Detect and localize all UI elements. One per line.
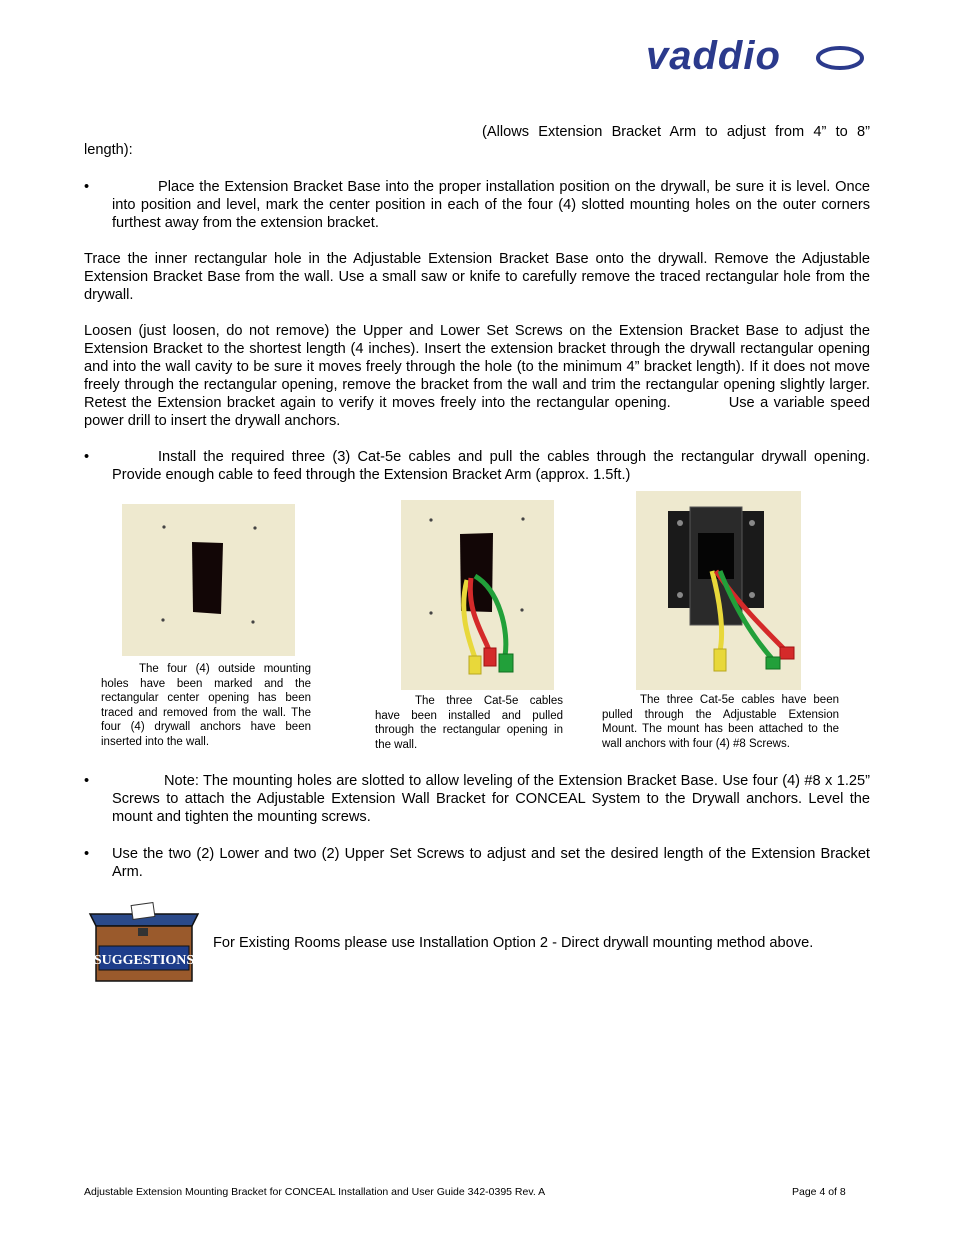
- bullet-text: Use the two (2) Lower and two (2) Upper Set Screws to adjust and set the desired length of the Extension Bracket Arm.: [112, 846, 870, 880]
- bullet-set-screws: [84, 845, 870, 881]
- figure-caption-2: The three Cat-5e cables have been installed and pulled through the rectangular opening in the wall.: [375, 695, 563, 751]
- suggestion-box-icon: [86, 902, 202, 984]
- bullet-dot: •: [84, 846, 90, 862]
- figure-cables-installed-photo: [401, 500, 554, 690]
- footer-doc-title: Adjustable Extension Mounting Bracket for CONCEAL Installation and User Guide 342-0395 Rev. A: [84, 1186, 546, 1198]
- bullet-install-cables: [84, 448, 870, 484]
- paragraph-loosen: Loosen (just loosen, do not remove) the Upper and Lower Set Screws on the Extension Bracket Base to adjust the Extension Bracket to the shortest length (4 inches). Insert the extension bracket through the drywall rectangular opening and into the wall cavity to be sure it moves freely through the hole (to the minimum 4” bracket length). If it does not move freely through the rectangular opening, remove the bracket from the wall and trim the rectangular opening slightly larger. Retest the Extension bracket again to verify it moves freely into the rectangular opening. Use a variable speed power drill to insert the drywall anchors.: [84, 323, 870, 429]
- bullet-text: Note: The mounting holes are slotted to allow leveling of the Extension Bracket Base. Use four (4) #8 x 1.25” Screws to attach the Adjustable Extension Wall Bracket for CONCEAL System to the Drywall anchors. Level the mount and tighten the mounting screws.: [112, 773, 870, 825]
- suggestions-label: SUGGESTIONS: [93, 953, 195, 968]
- bullet-dot: •: [84, 449, 90, 465]
- bullet-dot: •: [84, 179, 90, 195]
- bullet-text: Place the Extension Bracket Base into the proper installation position on the drywall, be sure it is level. Once into position and level, mark the center position in each of the four (4) slotted mounting holes on the outer corners furthest away from the extension bracket.: [112, 179, 870, 231]
- logo-text: vaddio: [646, 38, 781, 78]
- paragraph-trace: Trace the inner rectangular hole in the Adjustable Extension Bracket Base onto the drywall. Remove the Adjustable Extension Bracket Base from the wall. Use a small saw or knife to carefully remove the traced rectangular hole from the drywall.: [84, 251, 870, 303]
- figure-bracket-mounted-photo: [636, 491, 801, 690]
- bullet-note-slotted-holes: [84, 772, 870, 826]
- intro-line-2: length):: [84, 142, 133, 158]
- figure-caption-3: The three Cat-5e cables have been pulled through the Adjustable Extension Mount. The mount has been attached to the wall anchors with four (4) #8 Screws.: [602, 694, 839, 750]
- intro-line-1: (Allows Extension Bracket Arm to adjust from 4” to 8”: [482, 124, 870, 140]
- bullet-dot: •: [84, 773, 90, 789]
- footer-page-number: Page 4 of 8: [792, 1186, 846, 1198]
- bullet-text: Install the required three (3) Cat-5e cables and pull the cables through the rectangular drywall opening. Provide enough cable to feed through the Extension Bracket Arm (approx. 1.5ft.): [112, 449, 870, 483]
- figure-wall-opening-photo: [122, 504, 295, 656]
- figure-caption-1: The four (4) outside mounting holes have been marked and the rectangular center opening has been traced and removed from the wall. The four (4) drywall anchors have been inserted into the wall.: [101, 663, 311, 748]
- logo-swoosh: [818, 48, 862, 68]
- vaddio-logo: [646, 38, 866, 80]
- bullet-mark-position: [84, 178, 870, 232]
- suggestion-text: For Existing Rooms please use Installation Option 2 - Direct drywall mounting method above.: [213, 935, 814, 951]
